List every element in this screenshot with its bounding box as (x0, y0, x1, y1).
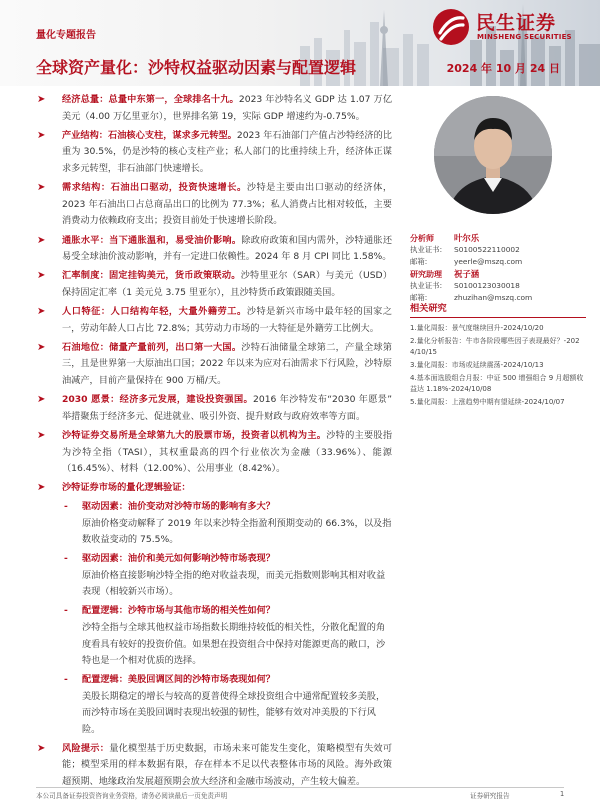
logic-item-title: 配置逻辑：沙特市场与其他市场的相关性如何？ (82, 605, 275, 617)
bullet-arrow-icon: ➤ (37, 430, 46, 442)
analyst-1-email-row (410, 256, 586, 268)
bullet-heading: 经济总量：总量中东第一，全球排名十九。 (62, 94, 239, 105)
bullet-body: 沙特的主要股指为沙特全指（TASI），其权重最高的四个行业依次为金融（33.96%）、能源（16.45%）、材料（12.00%）、公用事业（8.42%）。 (62, 430, 393, 475)
analyst-photo (434, 96, 552, 214)
bullet-body: 2023 年沙特名义 GDP 达 1.07 万亿美元（4.00 万亿里亚尔），世界排名第 19，实际 GDP 增速约为-0.75%。 (62, 94, 393, 122)
analyst-role: 分析师 (410, 234, 434, 243)
bullet-arrow-icon: ➤ (37, 306, 46, 318)
logic-title: 沙特证券市场的量化逻辑验证： (62, 482, 191, 494)
bullet-heading: 石油地位：储量产量前列，出口第一大国。 (62, 341, 242, 353)
bullet-heading: 需求结构：石油出口驱动，投资快速增长。 (62, 182, 247, 194)
company-logo (432, 8, 584, 48)
bullet-heading: 2030 愿景：经济多元发展，建设投资强国。 (62, 394, 254, 406)
analyst-2-name-row (410, 268, 586, 280)
logo-chinese-name: 民生证券 (476, 12, 557, 34)
bullet-industry-structure (36, 128, 392, 178)
bullet-arrow-icon: ➤ (37, 742, 46, 754)
bullet-vision-2030 (36, 392, 392, 425)
bullet-stock-exchange (36, 428, 392, 478)
logo-mark-icon (432, 8, 470, 46)
cert-label: 执业证书: (410, 281, 443, 290)
logic-item-oil-impact (36, 499, 392, 549)
bullet-heading: 沙特证券交易所是全球第九大的股票市场，投资者以机构为主。 (62, 430, 327, 442)
bullet-heading: 通胀水平：当下通胀温和，易受油价影响。 (62, 234, 242, 246)
logic-item-correlation (36, 603, 392, 669)
bullet-arrow-icon: ➤ (37, 129, 46, 141)
report-date: 2024 年 10 月 24 日 (446, 62, 560, 75)
analyst-role: 研究助理 (410, 270, 442, 279)
email-label: 邮箱: (410, 293, 428, 302)
analyst-1-cert-row (410, 244, 586, 256)
report-series-tag: 量化专题报告 (36, 30, 96, 41)
analyst-1-name-row (410, 232, 586, 244)
bullet-arrow-icon: ➤ (37, 182, 46, 194)
bullet-heading: 产业结构：石油核心支柱，谋求多元转型。 (62, 129, 237, 141)
bullet-population (36, 304, 392, 337)
analyst-portrait-icon (434, 96, 552, 214)
bullet-body: 沙特是主要由出口驱动的经济体，2023 年石油出口占总商品出口的比例为 77.3%；私人消费占比相对较低，主要消费动力依赖政府支出；投资目前处于快速增长阶段。 (62, 182, 393, 227)
bullet-body: 2016 年沙特发布“2030 年愿景” 举措聚焦于经济多元、促进就业、吸引外资、提升财政与政府效率等方面。 (62, 394, 392, 422)
report-title: 全球资产量化：沙特权益驱动因素与配置逻辑 (36, 58, 357, 77)
bullet-body: 沙特里亚尔（SAR）与美元（USD）保持固定汇率（1 美元兑 3.75 里亚尔），且沙特货币政策跟随美国。 (62, 270, 393, 298)
logic-item-title: 驱动因素：油价和美元如何影响沙特市场表现？ (82, 553, 275, 565)
page-number: 1 (560, 790, 565, 798)
email-label: 邮箱: (410, 257, 428, 266)
footer-divider (36, 787, 564, 788)
logic-item-body: 沙特全指与全球其他权益市场指数长期维持较低的相关性，分散化配置的角度看具有较好的投资价值。如果想在投资组合中保持对能源更高的敞口，沙特也是一个相对优质的选择。 (82, 621, 386, 667)
footer-doc-type: 证券研究报告 (470, 792, 510, 800)
analyst-name: 祝子涵 (454, 269, 480, 279)
footer-disclaimer: 本公司具备证券投资咨询业务资格，请务必阅读最后一页免责声明 (36, 792, 228, 800)
bullet-arrow-icon: ➤ (37, 341, 46, 353)
bullet-economic-scale (36, 92, 392, 125)
analyst-block (410, 232, 586, 304)
logic-section-heading (36, 480, 392, 497)
bullet-arrow-icon: ➤ (37, 270, 46, 282)
bullet-arrow-icon: ➤ (37, 94, 46, 105)
related-research-item[interactable]: 5.量化周报：上涨趋势中期有望延续-2024/10/07 (410, 397, 565, 406)
cert-number: S0100522110002 (454, 245, 520, 254)
related-research-item[interactable]: 4.基本面选股组合月报：中证 500 增强组合 9 月超额收益达 1.18%-2024/10/08 (410, 373, 584, 393)
email-link[interactable]: zhuzihan@mszq.com (454, 293, 533, 302)
email-link[interactable]: yeerle@mszq.com (454, 257, 523, 266)
bullet-heading: 风险提示： (62, 742, 110, 754)
dash-icon: - (64, 553, 68, 565)
bullet-risk-warning (36, 741, 392, 791)
bullet-body: 2023 年石油部门产值占沙特经济的比重为 30.5%，仍是沙特的核心支柱产业；私人部门的比重持续上升，经济体正谋求多元转型，非石油部门快速增长。 (62, 129, 392, 174)
cert-label: 执业证书: (410, 245, 443, 254)
logic-item-body: 美股长期稳定的增长与较高的夏普使得全球投资组合中通常配置较多美股，而沙特市场在美股回调时表现出较强的韧性，能够有效对冲美股的下行风险。 (82, 690, 386, 735)
logic-item-body: 原油价格直接影响沙特全指的绝对收益表现，而美元指数则影响其相对收益表现（相较新兴市场）。 (82, 569, 386, 598)
related-research-title: 相关研究 (410, 300, 586, 318)
logic-item-title: 配置逻辑：美股回调区间的沙特市场表现如何？ (82, 674, 275, 686)
bullet-heading: 人口特征：人口结构年轻，大量外籍劳工。 (62, 306, 247, 318)
bullet-body: 沙特石油储量全球第二，产量全球第三，且是世界第一大原油出口国；2022 年以来为应对石油需求下行风险，沙特原油减产，目前产量保持在 900 万桶/天。 (62, 341, 393, 387)
related-research-item[interactable]: 2.量化分析报告：牛市各阶段哪些因子表现最好？-2024/10/15 (410, 336, 580, 356)
summary-column (36, 92, 392, 793)
dash-icon: - (64, 605, 68, 617)
bullet-inflation (36, 233, 392, 266)
dash-icon: - (64, 674, 68, 686)
bullet-body: 量化模型基于历史数据，市场未来可能发生变化，策略模型有失效可能；模型采用的样本数据有限，存在样本不足以代表整体市场的风险。海外政策超预期、地缘政治发展超预期会放大经济和金融市场波动，产生较大偏差。 (62, 742, 393, 788)
logo-english-name: MINSHENG SECURITIES (477, 33, 572, 41)
bullet-heading: 汇率制度：固定挂钩美元，货币政策联动。 (62, 270, 241, 282)
related-research-item[interactable]: 1.量化周报：景气度继续回升-2024/10/20 (410, 324, 544, 332)
bullet-arrow-icon: ➤ (37, 394, 46, 406)
header-banner (0, 0, 600, 86)
bullet-arrow-icon: ➤ (37, 234, 46, 246)
logic-item-us-drawdown (36, 672, 392, 738)
bullet-exchange-rate (36, 268, 392, 301)
bullet-arrow-icon: ➤ (37, 482, 46, 494)
bullet-body: 除政府政策和国内需外，沙特通胀还易受全球油价波动影响，并有一定进口依赖性。2024 年 8 月 CPI 同比 1.58%。 (62, 234, 393, 263)
analyst-2-cert-row (410, 280, 586, 292)
bullet-body: 沙特是新兴市场中最年轻的国家之一，劳动年龄人口占比 72.8%；其劳动力市场的一大特征是外籍劳工比例大。 (62, 306, 393, 334)
cert-number: S0100123030018 (454, 281, 520, 290)
logic-item-oil-usd (36, 551, 392, 601)
logic-item-title: 驱动因素：油价变动对沙特市场的影响有多大？ (82, 501, 275, 512)
bullet-demand-structure (36, 180, 392, 230)
bullet-oil-status (36, 340, 392, 390)
analyst-name: 叶尔乐 (454, 233, 480, 243)
dash-icon: - (64, 501, 68, 512)
related-research (410, 300, 586, 409)
related-research-item[interactable]: 3.量化周报：市场或延续震荡-2024/10/13 (410, 360, 544, 369)
logic-item-body: 原油价格变动解释了 2019 年以来沙特全指盈利预期变动的 66.3%，以及指数收益变动的 75.5%。 (82, 517, 392, 546)
